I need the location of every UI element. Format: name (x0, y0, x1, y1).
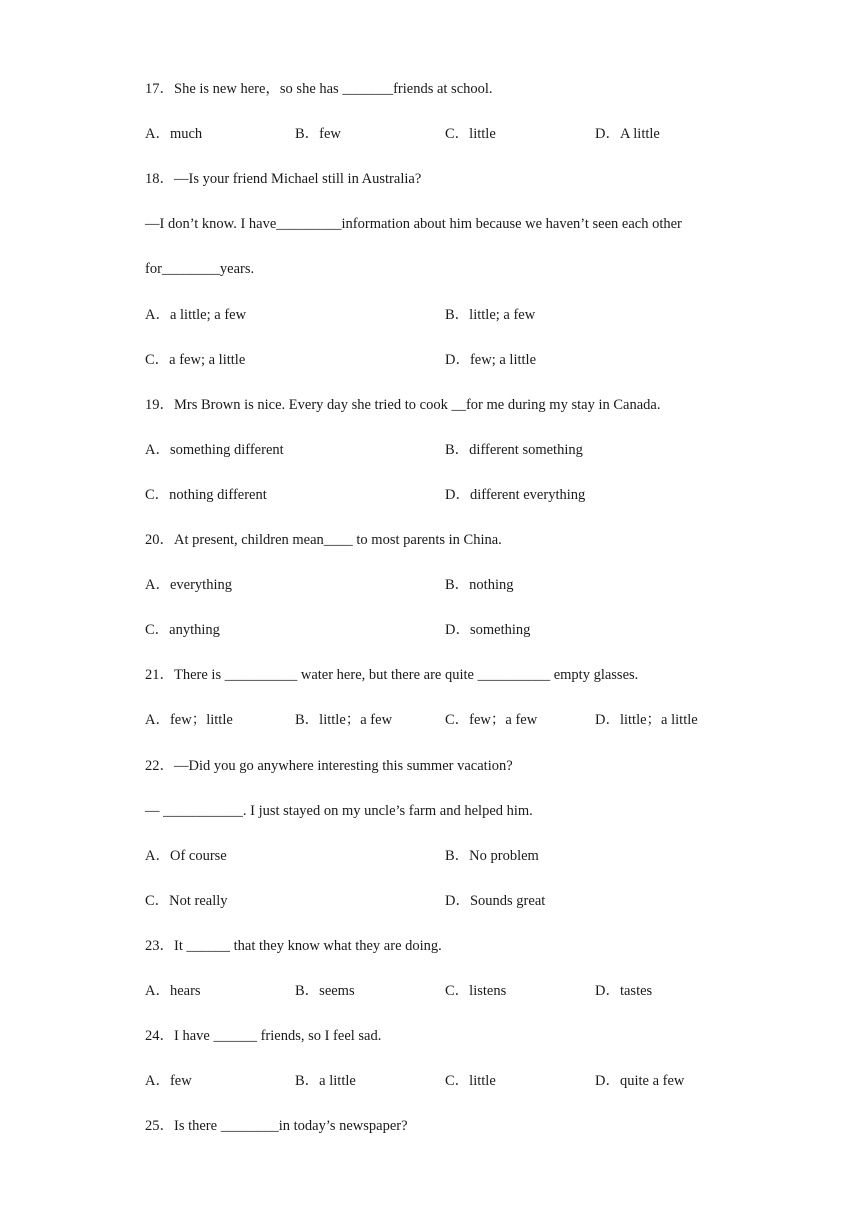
answer-option[interactable]: C．little (445, 1073, 496, 1090)
answer-option[interactable]: B．little; a few (445, 306, 536, 323)
answer-option[interactable]: D．different everything (445, 486, 586, 503)
answer-option[interactable]: C．anything (145, 622, 220, 639)
answer-option[interactable]: A．a little; a few (145, 306, 247, 323)
answer-option[interactable]: B．seems (295, 983, 355, 999)
question-stem: 21．There is __________ water here, but there are quite __________ empty glasses. (145, 667, 639, 684)
question-stem: 25．Is there ________in today’s newspaper? (145, 1118, 408, 1135)
question-stem: 20．At present, children mean____ to most parents in China. (145, 532, 502, 548)
question-stem: 24．I have ______ friends, so I feel sad. (145, 1028, 382, 1045)
answer-option[interactable]: B．a little (295, 1073, 356, 1090)
answer-option[interactable]: C．Not really (145, 892, 228, 909)
question-stem-continued: —I don’t know. I have_________information about him because we haven’t seen each other (145, 216, 682, 233)
answer-option[interactable]: D．little；a little (595, 712, 698, 729)
answer-option[interactable]: D．tastes (595, 983, 653, 999)
answer-option[interactable]: A．few；little (145, 712, 233, 729)
answer-option[interactable]: B．few (295, 126, 341, 143)
question-stem-continued: — ___________. I just stayed on my uncle’s farm and helped him. (145, 802, 533, 819)
answer-option[interactable]: B．nothing (445, 577, 514, 594)
answer-option[interactable]: C．few；a few (445, 712, 538, 729)
answer-option[interactable]: A．Of course (145, 847, 227, 864)
answer-option[interactable]: C．a few; a little (145, 351, 246, 368)
answer-option[interactable]: D．A little (595, 126, 660, 143)
answer-option[interactable]: A．few (145, 1073, 192, 1090)
answer-option[interactable]: D．something (445, 622, 531, 639)
answer-option[interactable]: D．quite a few (595, 1073, 685, 1090)
answer-option[interactable]: D．few; a little (445, 351, 537, 368)
answer-option[interactable]: A．everything (145, 577, 232, 594)
answer-option[interactable]: A．much (145, 126, 203, 143)
answer-option[interactable]: B．little；a few (295, 712, 393, 729)
question-stem: 18．—Is your friend Michael still in Australia? (145, 171, 422, 188)
question-stem: 22．—Did you go anywhere interesting this summer vacation? (145, 757, 513, 774)
question-stem-continued: for________years. (145, 261, 255, 278)
question-stem: 23．It ______ that they know what they are doing. (145, 937, 442, 954)
answer-option[interactable]: C．nothing different (145, 486, 267, 503)
answer-option[interactable]: B．different something (445, 441, 583, 458)
answer-option[interactable]: D．Sounds great (445, 892, 546, 909)
answer-option[interactable]: C．listens (445, 983, 507, 999)
question-stem: 19．Mrs Brown is nice. Every day she tried to cook __for me during my stay in Canada. (145, 396, 661, 413)
question-stem: 17．She is new here，so she has _______friends at school. (145, 81, 493, 97)
answer-option[interactable]: B．No problem (445, 847, 539, 864)
answer-option[interactable]: A．something different (145, 441, 284, 458)
answer-option[interactable]: C．little (445, 126, 496, 143)
answer-option[interactable]: A．hears (145, 983, 201, 999)
